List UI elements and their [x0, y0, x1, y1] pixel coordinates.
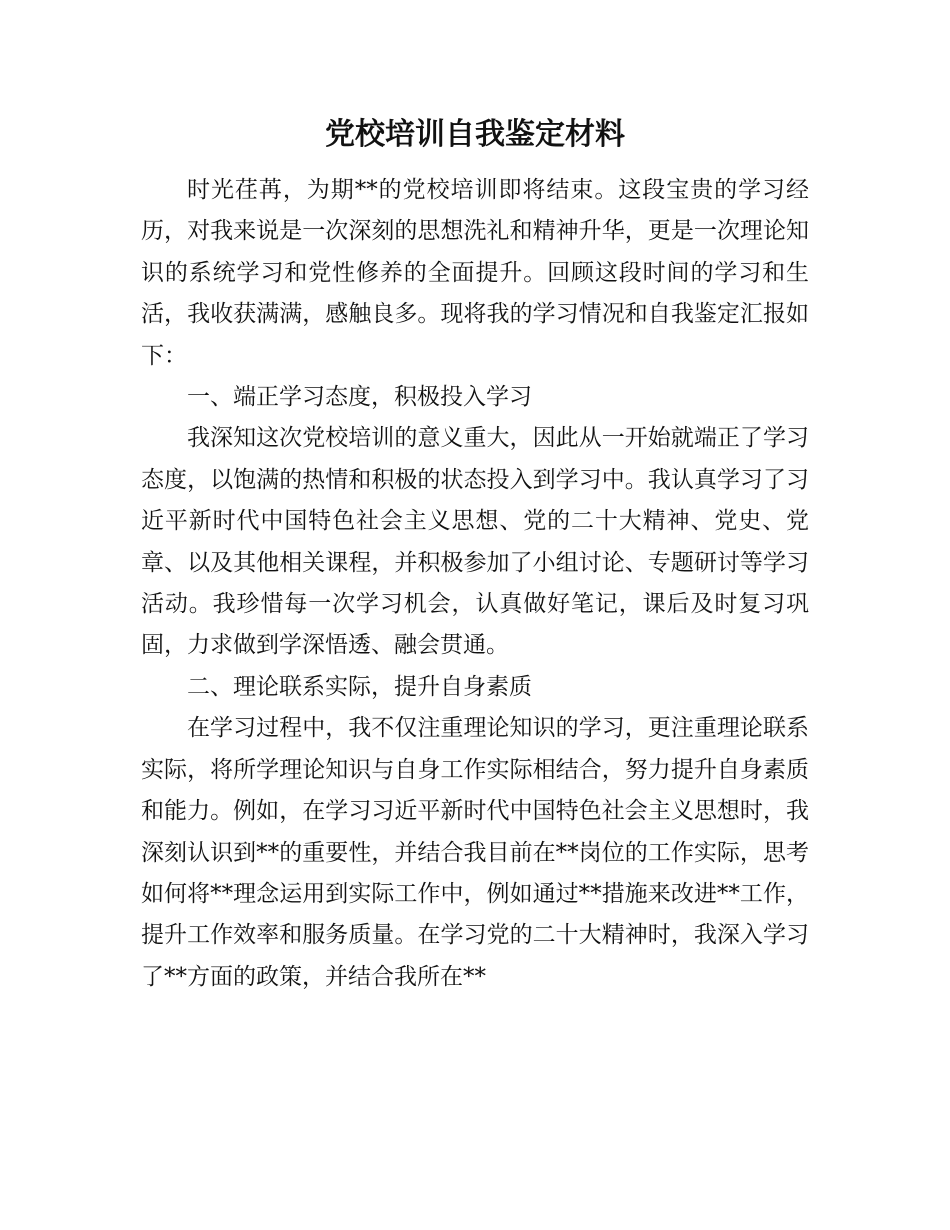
- paragraph-section-2: 在学习过程中，我不仅注重理论知识的学习，更注重理论联系实际，将所学理论知识与自身工作实际相结合，努力提升自身素质和能力。例如，在学习习近平新时代中国特色社会主义思想时，我深刻认识到**的重要性，并结合我目前在**岗位的工作实际，思考如何将**理念运用到实际工作中，例如通过**措施来改进**工作，提升工作效率和服务质量。在学习党的二十大精神时，我深入学习了**方面的政策，并结合我所在**: [141, 715, 809, 990]
- paragraph-section-1: 我深知这次党校培训的意义重大，因此从一开始就端正了学习态度，以饱满的热情和积极的状态投入到学习中。我认真学习了习近平新时代中国特色社会主义思想、党的二十大精神、党史、党章、以及其他相关课程，并积极参加了小组讨论、专题研讨等学习活动。我珍惜每一次学习机会，认真做好笔记，课后及时复习巩固，力求做到学深悟透、融会贯通。: [141, 425, 809, 659]
- document-body: [141, 170, 809, 998]
- section-heading-2: 二、理论联系实际，提升自身素质: [187, 673, 532, 700]
- section-heading-1: 一、端正学习态度，积极投入学习: [187, 384, 532, 411]
- paragraph-intro: 时光荏苒，为期**的党校培训即将结束。这段宝贵的学习经历，对我来说是一次深刻的思想洗礼和精神升华，更是一次理论知识的系统学习和党性修养的全面提升。回顾这段时间的学习和生活，我收获满满，感触良多。现将我的学习情况和自我鉴定汇报如下：: [141, 177, 809, 369]
- document-title: 党校培训自我鉴定材料: [325, 117, 625, 152]
